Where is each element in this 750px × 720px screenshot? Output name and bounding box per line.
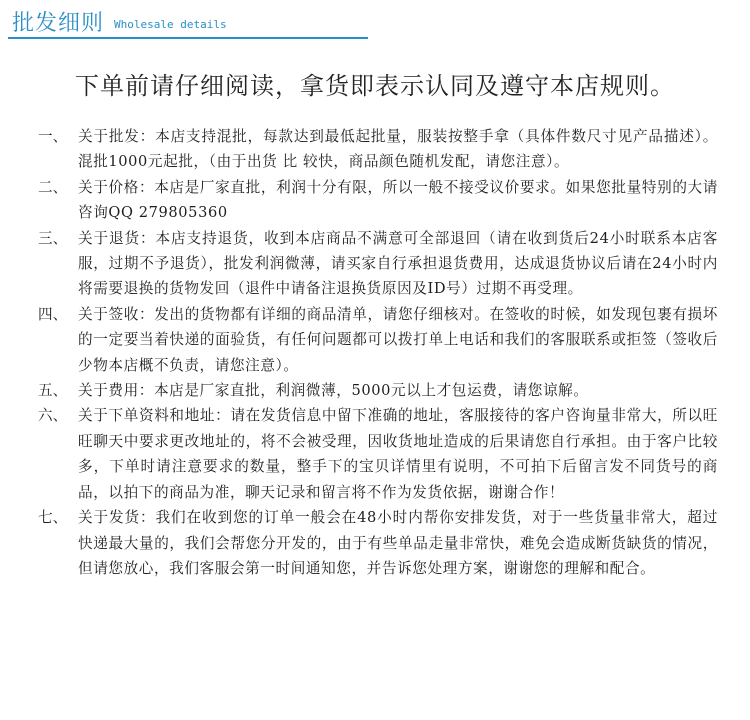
- rule-number: 五、: [38, 382, 68, 400]
- rule-item: [38, 378, 718, 403]
- rule-number: 七、: [38, 509, 68, 527]
- rule-item: [38, 175, 718, 226]
- notice-heading: 下单前请仔细阅读，拿货即表示认同及遵守本店规则。: [75, 72, 675, 100]
- rule-number: 二、: [38, 178, 68, 196]
- rule-text: 关于批发：本店支持混批，每款达到最低起批量，服装按整手拿（具体件数尺寸见产品描述）。混批1000元起批，（由于出货 比 较快，商品颜色随机发配，请您注意）。: [78, 128, 718, 171]
- rule-item: [38, 302, 718, 378]
- rule-number: 六、: [38, 407, 68, 425]
- rule-text: 关于退货：本店支持退货，收到本店商品不满意可全部退回（请在收到货后24小时联系本店客服，过期不予退货），批发利润微薄，请买家自行承担退货费用，达成退货协议后请在24小时内将需要退换的货物发回（退件中请备注退换货原因及ID号）过期不再受理。: [78, 229, 718, 298]
- section-subtitle: Wholesale details: [114, 18, 227, 31]
- rule-text: 关于下单资料和地址：请在发货信息中留下准确的地址，客服接待的客户咨询量非常大，所以旺旺聊天中要求更改地址的，将不会被受理，因收货地址造成的后果请您自行承担。由于客户比较多，下单时请注意要求的数量，整手下的宝贝详情里有说明，不可拍下后留言发不同货号的商品，以拍下的商品为准，聊天记录和留言将不作为发货依据，谢谢合作！: [78, 407, 718, 501]
- rule-text: 关于签收：发出的货物都有详细的商品清单，请您仔细核对。在签收的时候，如发现包裹有损坏的一定要当着快递的面验货，有任何问题都可以拨打单上电话和我们的客服联系或拒签（签收后少物本店概不负责，请您注意）。: [78, 305, 718, 374]
- rule-text: 关于价格：本店是厂家直批，利润十分有限，所以一般不接受议价要求。如果您批量特别的大请咨询QQ 279805360: [78, 178, 718, 222]
- rule-number: 四、: [38, 305, 68, 323]
- rule-item: [38, 403, 718, 505]
- section-title: 批发细则: [12, 11, 105, 36]
- rule-number: 三、: [38, 229, 68, 247]
- header-divider: [8, 37, 368, 39]
- rule-text: 关于发货：我们在收到您的订单一般会在48小时内帮你安排发货，对于一些货量非常大，超过快递最大量的，我们会帮您分开发的，由于有些单品走量非常快，难免会造成断货缺货的情况，但请您放心，我们客服会第一时间通知您，并告诉您处理方案，谢谢您的理解和配合。: [78, 509, 718, 577]
- section-header: [0, 0, 750, 42]
- rule-number: 一、: [38, 128, 68, 145]
- rule-item: [38, 124, 718, 175]
- rule-text: 关于费用：本店是厂家直批，利润微薄，5000元以上才包运费，请您谅解。: [78, 382, 589, 400]
- rules-list: [38, 124, 718, 581]
- rule-item: [38, 226, 718, 302]
- rule-item: [38, 505, 718, 581]
